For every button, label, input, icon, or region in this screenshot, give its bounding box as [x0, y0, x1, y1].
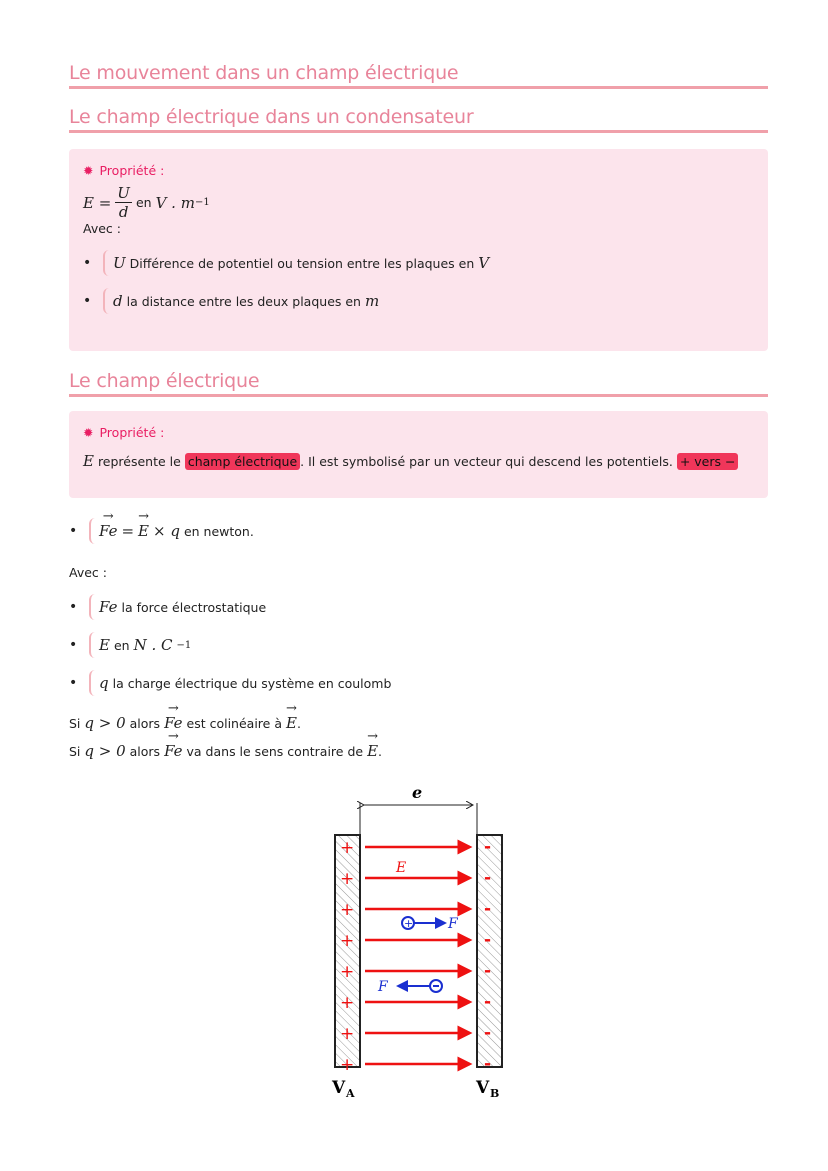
times-q: × q [153, 522, 180, 540]
minus-charge: - [484, 961, 492, 981]
plus-sign: + [404, 917, 414, 930]
unit: m [364, 292, 380, 310]
t: Si [69, 716, 81, 731]
item-text: la force électrostatique [121, 599, 267, 615]
field-label: E [396, 860, 407, 876]
sym: U [113, 254, 126, 272]
property-callout-1 [69, 149, 768, 351]
t: q > 0 [84, 742, 126, 760]
unit-exp: −1 [194, 197, 210, 208]
heading-condensateur: Le champ électrique dans un condensateur [69, 106, 768, 133]
capacitor-diagram [320, 775, 520, 1105]
sym: q [99, 674, 109, 692]
list-item: • q la charge électrique du système en coulomb [69, 664, 768, 702]
t: → Fe [164, 742, 182, 760]
list-item: • Fe la force électrostatique [69, 588, 768, 626]
plus-charge: + [340, 993, 355, 1013]
minus-charge: - [484, 992, 492, 1012]
sym: d [113, 292, 123, 310]
minus-charge: - [484, 1054, 492, 1074]
t: est colinéaire à [186, 716, 282, 731]
t: . [296, 716, 301, 731]
bug-icon: ✹ [83, 425, 94, 440]
item-text: la distance entre les deux plaques en [126, 293, 361, 309]
item-text: Différence de potentiel ou tension entre les plaques en [129, 255, 475, 271]
t: va dans le sens contraire de [186, 744, 364, 759]
plate-a-sub: A [346, 1087, 355, 1100]
bug-icon: ✹ [83, 163, 94, 178]
force-label-negative: F [378, 979, 388, 995]
eq-lhs: E = [83, 193, 112, 212]
heading-champ: Le champ électrique [69, 370, 768, 397]
plate-b-sub: B [490, 1087, 500, 1100]
avec-label: Avec : [69, 565, 107, 580]
t: → Fe [164, 714, 182, 732]
plus-charge: + [340, 931, 355, 951]
plus-charge: + [340, 1055, 355, 1075]
callout-label: Propriété : [99, 425, 165, 440]
list-item: • d la distance entre les deux plaques en m [83, 282, 750, 320]
unit: V . m [155, 193, 195, 212]
plus-charge: + [340, 900, 355, 920]
text: en newton. [183, 523, 254, 539]
plus-charge: + [340, 962, 355, 982]
minus-charge: - [484, 899, 492, 919]
heading-mouvement: Le mouvement dans un champ électrique [69, 62, 768, 89]
sym: Fe [99, 598, 118, 616]
plus-charge: + [340, 838, 355, 858]
item-text: la charge électrique du système en coulomb [112, 675, 392, 691]
minus-charge: - [484, 868, 492, 888]
plus-charge: + [340, 1024, 355, 1044]
minus-charge: - [484, 930, 492, 950]
sym: E [99, 636, 110, 654]
plate-a-label: V [332, 1078, 346, 1098]
numerator: U [117, 184, 130, 202]
unit-prefix: en [135, 195, 152, 210]
force-label-positive: F [448, 916, 458, 932]
plus-charge: + [340, 869, 355, 889]
denominator: d [118, 203, 129, 221]
property-callout-2 [69, 411, 768, 498]
width-label: e [412, 783, 423, 802]
list-item: • E en N . C −1 [69, 626, 768, 664]
t: → E [286, 714, 297, 732]
item-text: en [113, 637, 130, 653]
text: . Il est symbolisé par un vecteur qui descend les potentiels. [300, 454, 673, 469]
force-formula: • → Fe = → E × q en newton. [69, 512, 768, 550]
t: q > 0 [84, 714, 126, 732]
eq: = [121, 522, 135, 540]
minus-charge: - [484, 837, 492, 857]
t: alors [129, 744, 161, 759]
plate-b-label: V [476, 1078, 490, 1098]
text: représente le [97, 454, 181, 469]
exp: −1 [176, 639, 192, 651]
callout-label: Propriété : [99, 163, 165, 178]
avec-label: Avec : [83, 221, 121, 236]
t: alors [129, 716, 161, 731]
minus-charge: - [484, 1023, 492, 1043]
t: → E [367, 742, 378, 760]
sym: E [83, 452, 94, 470]
t: . [378, 744, 382, 759]
t: Si [69, 744, 81, 759]
condition-line [69, 742, 768, 760]
formula-e [83, 184, 750, 221]
highlight-champ: champ électrique [185, 453, 300, 470]
e: → E [138, 522, 149, 540]
unit: V [478, 254, 490, 272]
list-item: • U Différence de potentiel ou tension entre les plaques en V [83, 244, 750, 282]
fe: → Fe [99, 522, 117, 540]
highlight-plus-minus: + vers − [677, 453, 739, 470]
unit: N . C [133, 636, 173, 654]
